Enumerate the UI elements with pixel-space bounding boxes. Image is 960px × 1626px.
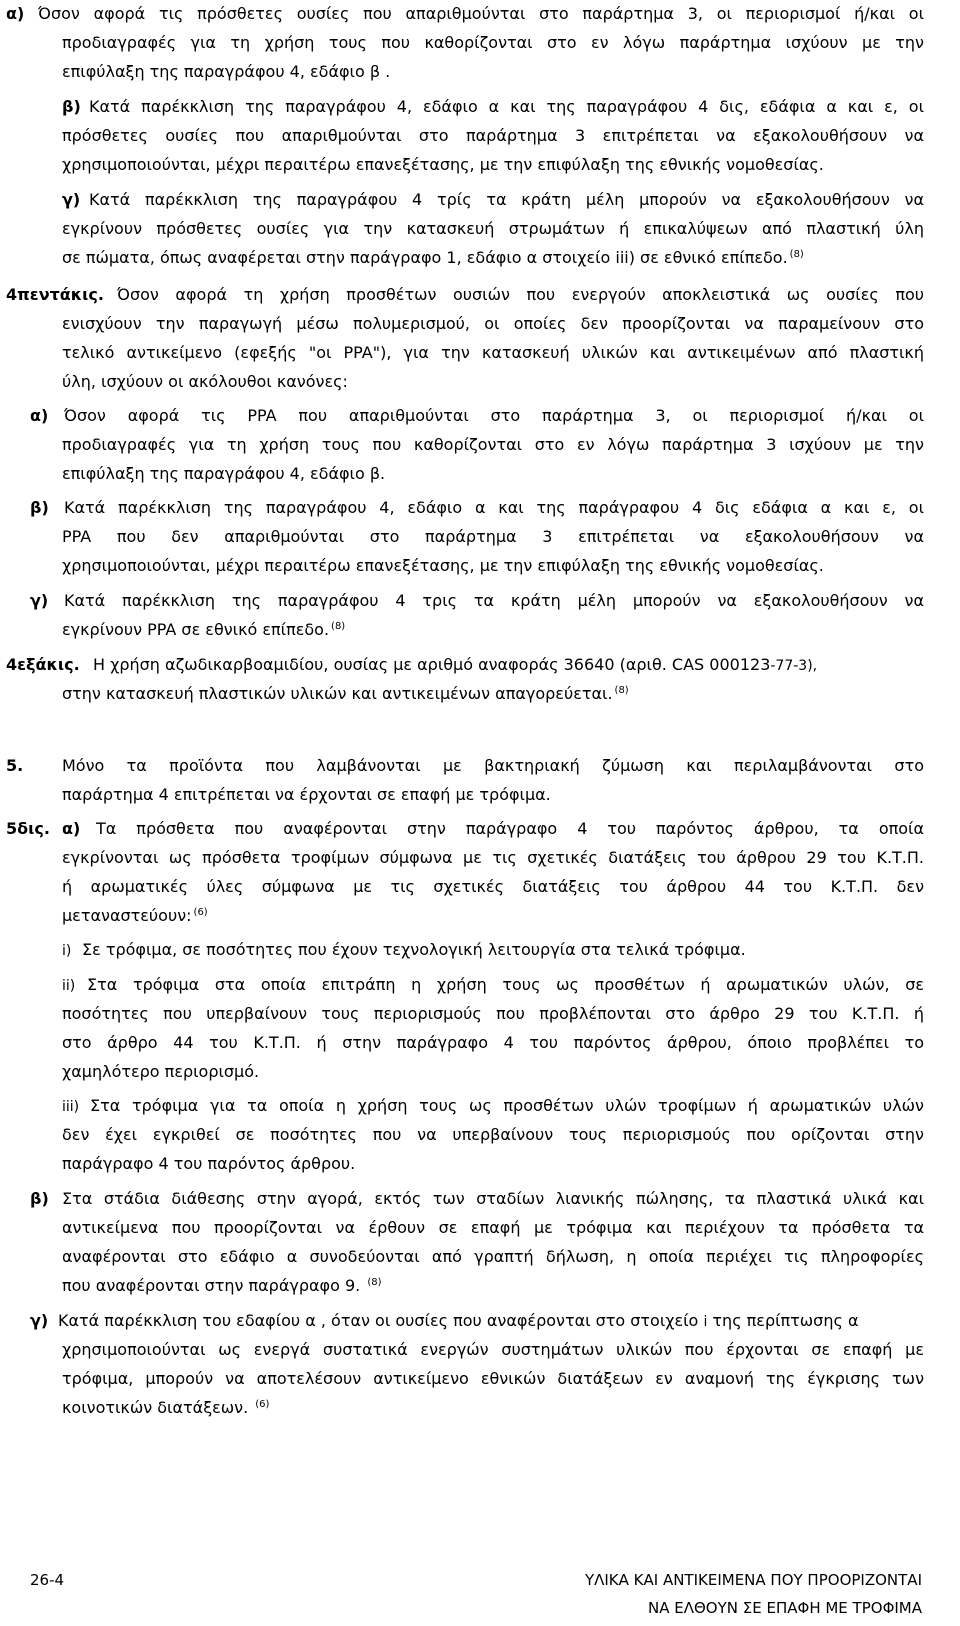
text-line: παράρτημα 4 επιτρέπεται να έρχονται σε επαφή με τρόφιμα.	[62, 785, 551, 804]
item-label: γ)	[30, 1311, 49, 1330]
text-line: χρησιμοποιούνται ως ενεργά συστατικά ενεργών συστημάτων υλικών που έρχονται σε επαφή με	[62, 1340, 924, 1359]
text-line: Στα στάδια διάθεσης στην αγορά, εκτός των σταδίων λιανικής πώλησης, τα πλαστικά υλικά και	[62, 1189, 924, 1208]
text-line: επιφύλαξη της παραγράφου 4, εδάφιο β.	[62, 464, 386, 483]
text-content: που αναφέρονται στην παράγραφο 9.	[62, 1276, 361, 1295]
text-line	[62, 1398, 269, 1418]
text-line	[62, 620, 345, 640]
text-line: Όσον αφορά τη χρήση προσθέτων ουσιών που ενεργούν αποκλειστικά ως ουσίες που	[117, 285, 924, 304]
item-label: α)	[30, 406, 49, 425]
text-line: Στα τρόφιμα για τα οποία η χρήση τους ως προσθέτων υλών τροφίμων ή αρωματικών υλών	[90, 1096, 924, 1115]
text-line: τελικό αντικείμενο (εφεξής "οι PPA"), για την κατασκευή υλικών και αντικειμένων από πλαστική	[62, 343, 924, 362]
text-line: δεν έχει εγκριθεί σε ποσότητες που να υπερβαίνουν τους περιορισμούς που ορίζονται στην	[62, 1125, 924, 1144]
text-line: Όσον αφορά τις πρόσθετες ουσίες που απαριθμούνται στο παράρτημα 3, οι περιορισμοί ή/και οι	[38, 4, 924, 23]
footnote-ref: (8)	[614, 685, 629, 696]
page-number: 26-4	[30, 1571, 65, 1589]
text-content: εγκρίνουν PPA σε εθνικό επίπεδο.	[62, 620, 330, 639]
text-content: στην κατασκευή πλαστικών υλικών και αντικειμένων απαγορεύεται.	[62, 684, 613, 703]
text-content: μεταναστεύουν:	[62, 906, 192, 925]
text-line: αντικείμενα που προορίζονται να έρθουν σε επαφή με τρόφιμα και περιέχουν τα πρόσθετα τα	[62, 1218, 924, 1237]
cas-suffix: -77-3),	[770, 658, 818, 674]
text-line: Τα πρόσθετα που αναφέρονται στην παράγραφο 4 του παρόντος άρθρου, τα οποία	[96, 819, 924, 838]
text-line: εγκρίνονται ως πρόσθετα τροφίμων σύμφωνα με τις σχετικές διατάξεις του άρθρου 29 του Κ.Τ.Π.	[62, 848, 924, 867]
text-line: ενισχύουν την παραγωγή μέσω πολυμερισμού, οι οποίες δεν προορίζονται να παραμείνουν στο	[62, 314, 924, 333]
text-line: Κατά παρέκκλιση της παραγράφου 4 τρίς τα κράτη μέλη μπορούν να εξακολουθήσουν να	[89, 190, 924, 209]
text-line: ή αρωματικές ύλες σύμφωνα με τις σχετικές διατάξεις του άρθρου 44 του Κ.Τ.Π. δεν	[62, 877, 924, 896]
text-line: χρησιμοποιούνται, μέχρι περαιτέρω επανεξέτασης, με την επιφύλαξη της εθνικής νομοθεσίας.	[62, 155, 824, 174]
text-line: Κατά παρέκκλιση της παραγράφου 4, εδάφιο α και της παράγραφου 4 δις εδάφια α και ε, οι	[64, 498, 924, 517]
text-line	[58, 1311, 858, 1332]
text-line: χρησιμοποιούνται, μέχρι περαιτέρω επανεξέτασης, με την επιφύλαξη της εθνικής νομοθεσίας.	[62, 556, 824, 575]
item-label: β)	[30, 1189, 49, 1208]
item-label: α)	[6, 4, 25, 23]
text-line: παράγραφο 4 του παρόντος άρθρου.	[62, 1154, 356, 1173]
text-line: επιφύλαξη της παραγράφου 4, εδάφιο β .	[62, 62, 391, 81]
text-line	[62, 684, 629, 704]
text-line: προδιαγραφές για τη χρήση τους που καθορίζονται στο εν λόγω παράρτημα ισχύουν με την	[62, 33, 924, 52]
item-label: 5.	[6, 756, 24, 775]
item-label: 5δις.	[6, 819, 50, 838]
footer-title-line-2: ΝΑ ΕΛΘΟΥΝ ΣΕ ΕΠΑΦΗ ΜΕ ΤΡΟΦΙΜΑ	[648, 1599, 922, 1617]
footnote-ref: (8)	[789, 249, 804, 260]
footnote-ref: (6)	[193, 907, 208, 918]
roman-ref: i	[703, 1314, 708, 1330]
text-line: Όσον αφορά τις PPA που απαριθμούνται στο παράρτημα 3, οι περιορισμοί ή/και οι	[64, 406, 924, 425]
footnote-ref: (8)	[367, 1277, 382, 1288]
item-label: 4εξάκις.	[6, 655, 80, 674]
text-line: χαμηλότερο περιορισμό.	[62, 1062, 260, 1081]
text-line: PPA που δεν απαριθμούνται στο παράρτημα 3 επιτρέπεται να εξακολουθήσουν να	[62, 527, 924, 546]
text-line: Στα τρόφιμα στα οποία επιτράπη η χρήση τους ως προσθέτων ή αρωματικών υλών, σε	[87, 975, 924, 994]
text-content: Κατά παρέκκλιση του εδαφίου α , όταν οι ουσίες που αναφέρονται στο στοιχείο	[58, 1311, 704, 1330]
item-label: β)	[30, 498, 49, 517]
text-line: ποσότητες που υπερβαίνουν τους περιορισμούς που προβλέπονται στο άρθρο 29 του Κ.Τ.Π. ή	[62, 1004, 924, 1023]
item-label: γ)	[30, 591, 49, 610]
sub-item-label: α)	[62, 819, 81, 838]
text-line	[62, 248, 804, 268]
item-label: β)	[62, 97, 81, 116]
text-line: Σε τρόφιμα, σε ποσότητες που έχουν τεχνολογική λειτουργία στα τελικά τρόφιμα.	[82, 940, 746, 959]
text-line	[62, 1276, 382, 1296]
text-line: τρόφιμα, μπορούν να αποτελέσουν αντικείμενο εθνικών διατάξεων εν αναμονή της έγκρισης των	[62, 1369, 924, 1388]
text-line: πρόσθετες ουσίες που απαριθμούνται στο παράρτημα 3 επιτρέπεται να εξακολουθήσουν να	[62, 126, 924, 145]
text-line: Κατά παρέκκλιση της παραγράφου 4, εδάφιο α και της παραγράφου 4 δις, εδάφια α και ε, οι	[89, 97, 924, 116]
footnote-ref: (8)	[331, 621, 346, 632]
text-content: της περίπτωσης α	[707, 1311, 859, 1330]
text-content: σε πώματα, όπως αναφέρεται στην παράγραφο 1, εδάφιο α στοιχείο iii) σε εθνικό επίπεδο.	[62, 248, 788, 267]
text-line: εγκρίνουν πρόσθετες ουσίες για την κατασκευή στρωμάτων ή επικαλύψεων από πλαστική ύλη	[62, 219, 924, 238]
text-line	[93, 655, 817, 676]
text-line	[62, 906, 208, 926]
roman-label: ii)	[62, 978, 76, 994]
text-line: Μόνο τα προϊόντα που λαμβάνονται με βακτηριακή ζύμωση και περιλαμβάνονται στο	[62, 756, 924, 775]
text-line: στο άρθρο 44 του Κ.Τ.Π. ή στην παράγραφο 4 του παρόντος άρθρου, όποιο προβλέπει το	[62, 1033, 924, 1052]
text-line: Κατά παρέκκλιση της παραγράφου 4 τρις τα κράτη μέλη μπορούν να εξακολουθήσουν να	[64, 591, 924, 610]
roman-label: i)	[62, 943, 72, 959]
text-line: αναφέρονται στο εδάφιο α συνοδεύονται από γραπτή δήλωση, η οποία περιέχει τις πληροφορίες	[62, 1247, 924, 1266]
text-line: ύλη, ισχύουν οι ακόλουθοι κανόνες:	[62, 372, 348, 391]
item-label: 4πεντάκις.	[6, 285, 104, 304]
item-label: γ)	[62, 190, 81, 209]
footer-title-line-1: ΥΛΙΚΑ ΚΑΙ ΑΝΤΙΚΕΙΜΕΝΑ ΠΟΥ ΠΡΟΟΡΙΖΟΝΤΑΙ	[584, 1571, 922, 1589]
text-line: προδιαγραφές για τη χρήση τους που καθορίζονται στο εν λόγω παράρτημα 3 ισχύουν με την	[62, 435, 924, 454]
text-content: κοινοτικών διατάξεων.	[62, 1398, 249, 1417]
text-content: Η χρήση αζωδικαρβοαμιδίου, ουσίας με αριθμό αναφοράς 36640 (αριθ. CAS 000123	[93, 655, 771, 674]
footnote-ref: (6)	[255, 1399, 270, 1410]
roman-label: iii)	[62, 1099, 80, 1115]
